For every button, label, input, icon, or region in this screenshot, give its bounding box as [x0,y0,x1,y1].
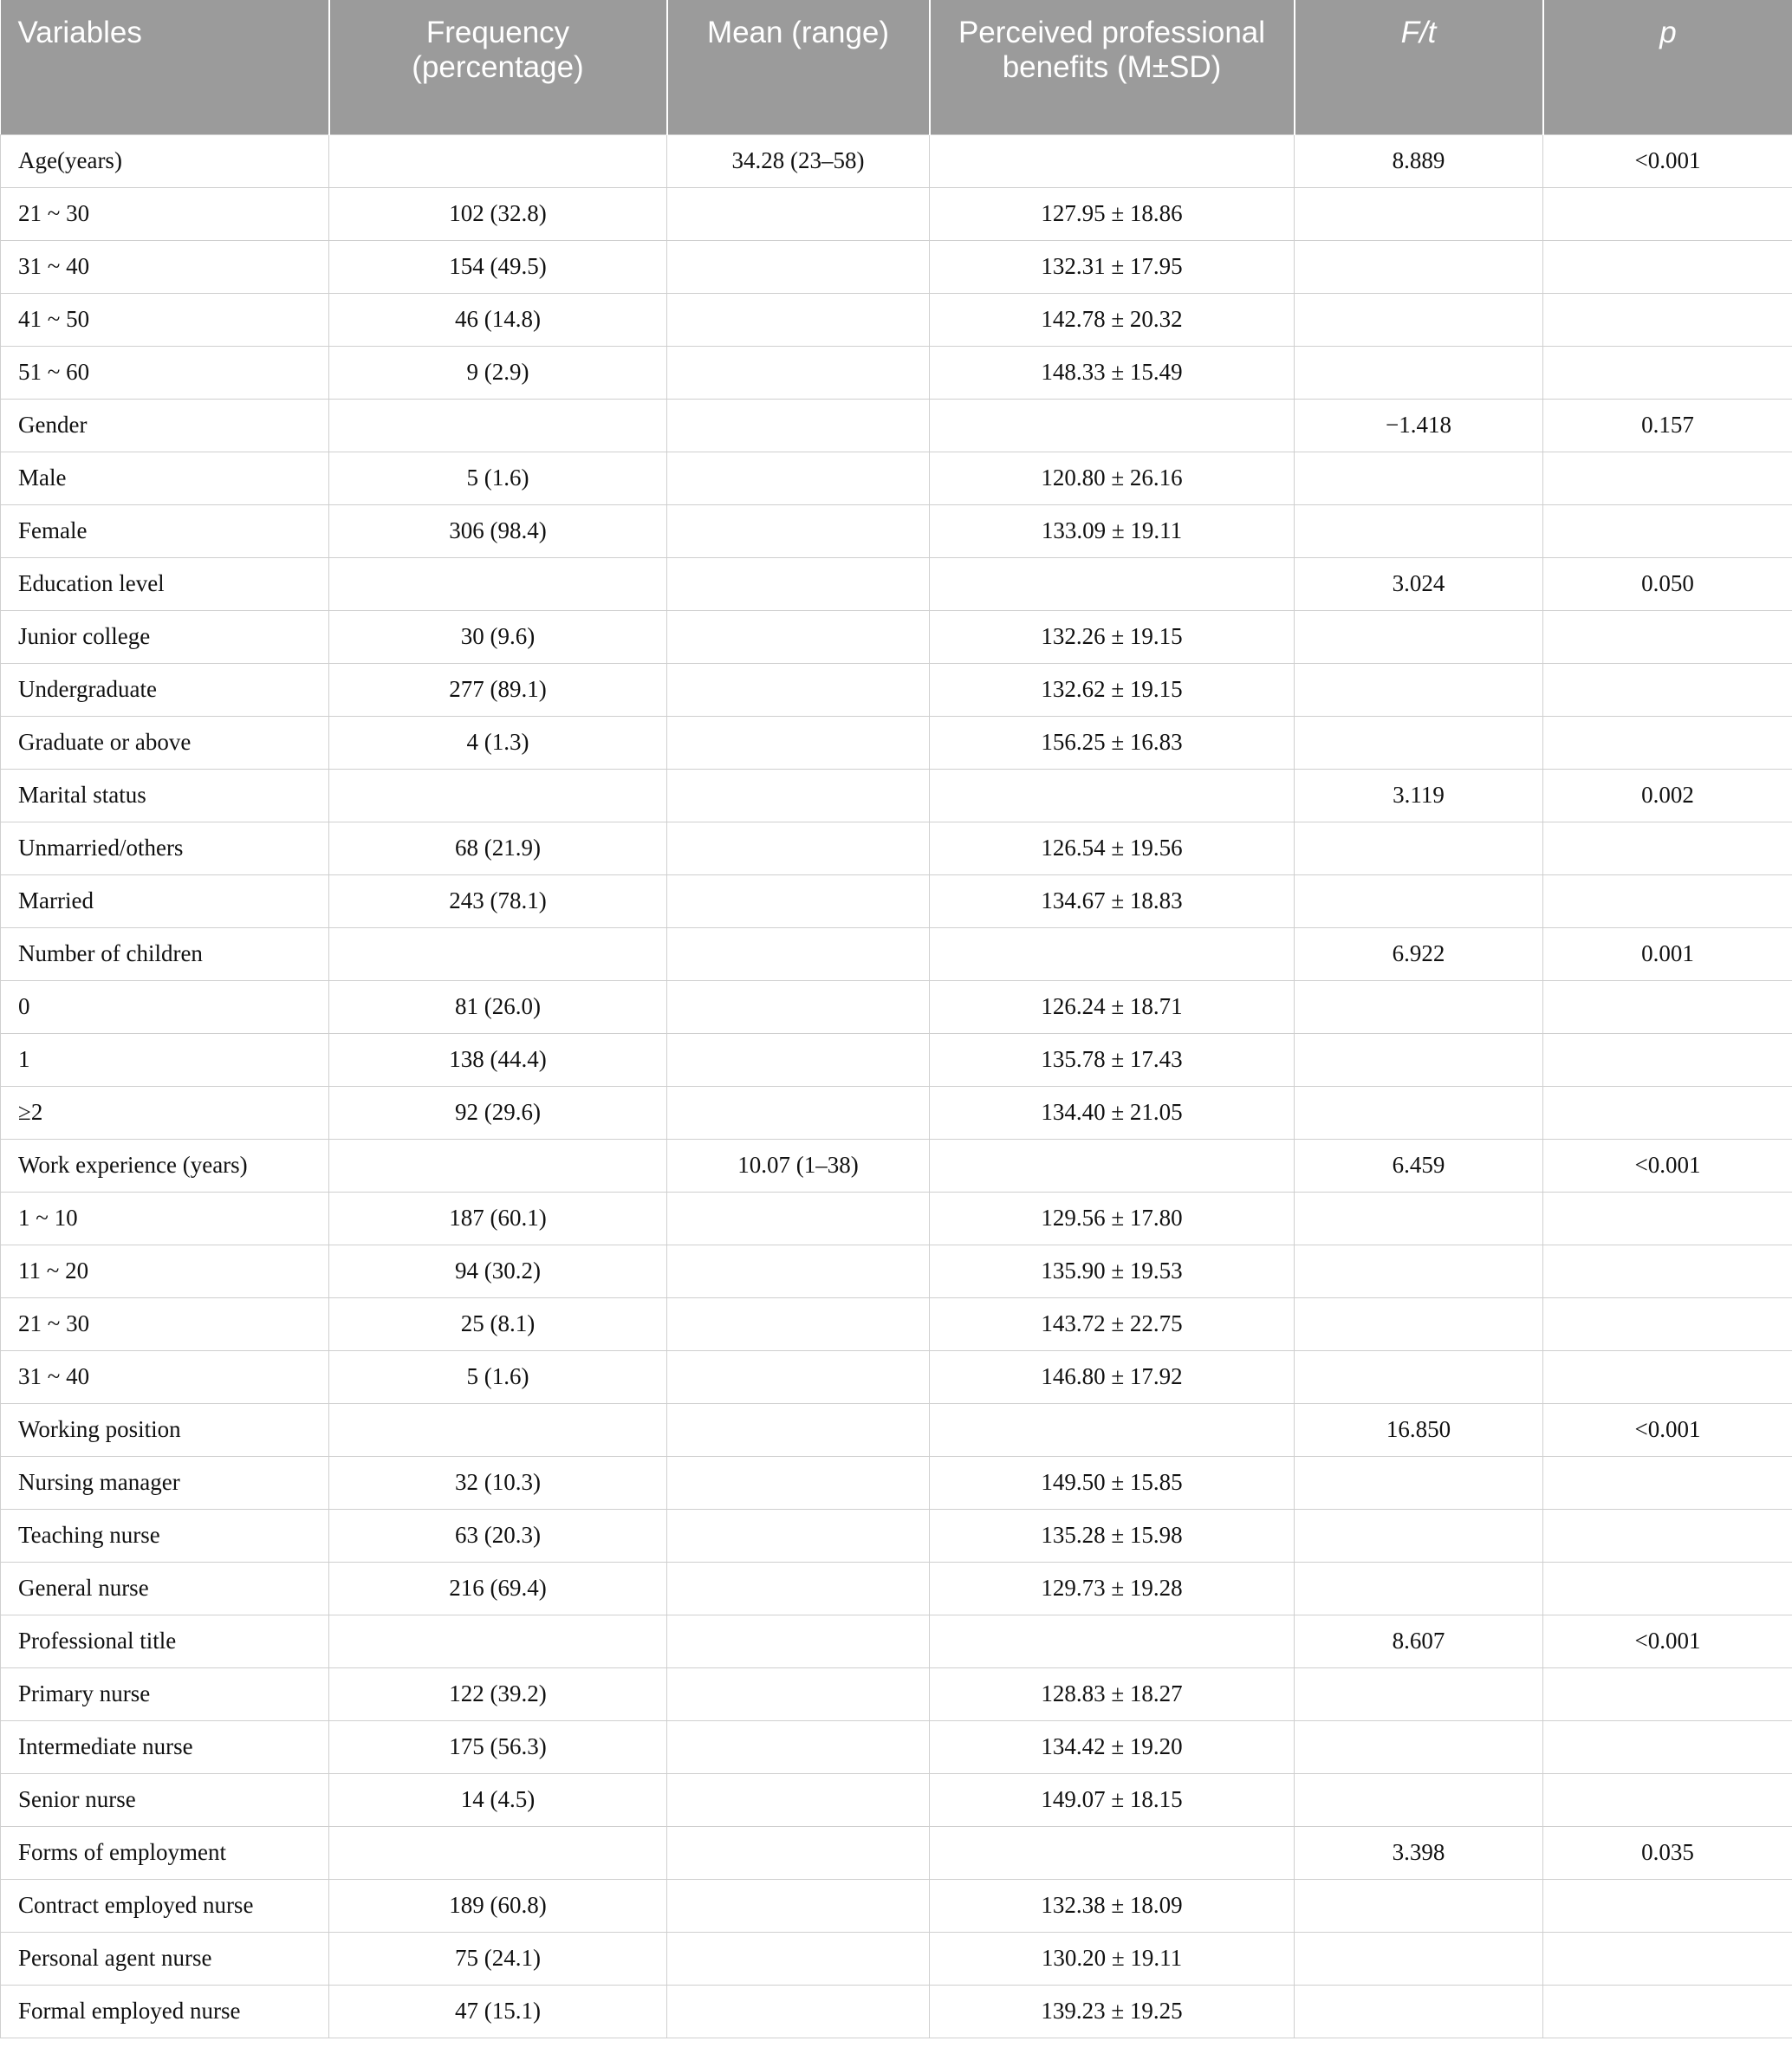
cell-mean: 34.28 (23–58) [667,134,930,187]
cell-p [1543,610,1792,663]
cell-p [1543,1033,1792,1086]
cell-mean [667,504,930,557]
cell-variable: Number of children [1,927,329,980]
cell-variable: Primary nurse [1,1667,329,1720]
cell-mean [667,1720,930,1773]
cell-p [1543,1456,1792,1509]
cell-benefits [930,927,1295,980]
cell-variable: 31 ~ 40 [1,240,329,293]
cell-mean [667,927,930,980]
cell-mean [667,1562,930,1615]
cell-mean [667,874,930,927]
cell-mean [667,610,930,663]
cell-p [1543,663,1792,716]
cell-frequency: 47 (15.1) [329,1985,667,2038]
cell-p: 0.001 [1543,927,1792,980]
cell-p: 0.035 [1543,1826,1792,1879]
cell-frequency: 154 (49.5) [329,240,667,293]
cell-mean [667,769,930,822]
cell-frequency: 216 (69.4) [329,1562,667,1615]
cell-p [1543,1773,1792,1826]
cell-mean [667,1297,930,1350]
table-row [1,452,1792,504]
cell-variable: Age(years) [1,134,329,187]
cell-p [1543,346,1792,399]
cell-ft [1295,980,1543,1033]
table-row [1,399,1792,452]
cell-frequency: 25 (8.1) [329,1297,667,1350]
cell-benefits: 134.67 ± 18.83 [930,874,1295,927]
cell-ft [1295,1350,1543,1403]
header-benefits: Perceived professional benefits (M±SD) [930,0,1295,134]
cell-frequency [329,134,667,187]
cell-benefits: 132.38 ± 18.09 [930,1879,1295,1932]
cell-frequency: 138 (44.4) [329,1033,667,1086]
cell-p [1543,1667,1792,1720]
cell-ft: 6.922 [1295,927,1543,980]
cell-ft [1295,1033,1543,1086]
cell-p [1543,1245,1792,1297]
cell-variable: 31 ~ 40 [1,1350,329,1403]
cell-p [1543,1297,1792,1350]
cell-frequency: 277 (89.1) [329,663,667,716]
cell-mean [667,557,930,610]
cell-ft [1295,1720,1543,1773]
cell-p [1543,1350,1792,1403]
cell-benefits: 156.25 ± 16.83 [930,716,1295,769]
cell-ft [1295,610,1543,663]
cell-mean [667,1667,930,1720]
cell-ft [1295,716,1543,769]
cell-p: <0.001 [1543,1403,1792,1456]
cell-benefits: 126.24 ± 18.71 [930,980,1295,1033]
cell-frequency: 14 (4.5) [329,1773,667,1826]
cell-mean [667,1826,930,1879]
table-row [1,1033,1792,1086]
cell-variable: 0 [1,980,329,1033]
cell-ft: 8.607 [1295,1615,1543,1667]
cell-benefits [930,1403,1295,1456]
table-row [1,1086,1792,1139]
cell-ft [1295,1932,1543,1985]
cell-benefits: 130.20 ± 19.11 [930,1932,1295,1985]
table-row [1,1509,1792,1562]
cell-p [1543,1192,1792,1245]
cell-ft [1295,1773,1543,1826]
cell-benefits: 139.23 ± 19.25 [930,1985,1295,2038]
cell-p [1543,187,1792,240]
cell-mean [667,1350,930,1403]
cell-ft [1295,346,1543,399]
table-row [1,1932,1792,1985]
cell-p [1543,716,1792,769]
cell-p: 0.050 [1543,557,1792,610]
header-variables: Variables [1,0,329,134]
cell-frequency: 46 (14.8) [329,293,667,346]
table-row [1,874,1792,927]
cell-ft [1295,822,1543,874]
cell-p [1543,1086,1792,1139]
cell-frequency: 68 (21.9) [329,822,667,874]
table-row [1,1403,1792,1456]
table-row [1,346,1792,399]
cell-benefits [930,134,1295,187]
table-row [1,293,1792,346]
cell-mean [667,716,930,769]
table-row [1,1245,1792,1297]
cell-ft [1295,452,1543,504]
cell-mean [667,822,930,874]
table-row [1,557,1792,610]
cell-benefits: 135.28 ± 15.98 [930,1509,1295,1562]
cell-frequency [329,557,667,610]
cell-variable: Senior nurse [1,1773,329,1826]
cell-variable: Married [1,874,329,927]
table-row [1,716,1792,769]
cell-frequency: 4 (1.3) [329,716,667,769]
cell-mean [667,980,930,1033]
cell-p: <0.001 [1543,1615,1792,1667]
cell-benefits [930,399,1295,452]
cell-mean [667,1245,930,1297]
cell-ft [1295,187,1543,240]
cell-mean [667,293,930,346]
cell-benefits: 128.83 ± 18.27 [930,1667,1295,1720]
cell-ft [1295,1456,1543,1509]
table-row [1,1773,1792,1826]
cell-benefits: 132.26 ± 19.15 [930,610,1295,663]
cell-variable: Forms of employment [1,1826,329,1879]
cell-variable: Graduate or above [1,716,329,769]
cell-frequency [329,1615,667,1667]
cell-frequency: 75 (24.1) [329,1932,667,1985]
cell-variable: Intermediate nurse [1,1720,329,1773]
table-row [1,610,1792,663]
cell-variable: Personal agent nurse [1,1932,329,1985]
table-row [1,1139,1792,1192]
cell-benefits: 135.90 ± 19.53 [930,1245,1295,1297]
table-row [1,769,1792,822]
cell-frequency: 243 (78.1) [329,874,667,927]
cell-ft [1295,874,1543,927]
cell-p: <0.001 [1543,134,1792,187]
cell-ft [1295,293,1543,346]
cell-p [1543,1562,1792,1615]
cell-variable: 21 ~ 30 [1,1297,329,1350]
cell-benefits: 134.42 ± 19.20 [930,1720,1295,1773]
table-row [1,187,1792,240]
cell-p [1543,452,1792,504]
cell-variable: 1 ~ 10 [1,1192,329,1245]
cell-benefits: 129.56 ± 17.80 [930,1192,1295,1245]
table-row [1,1562,1792,1615]
table-row [1,504,1792,557]
cell-benefits [930,769,1295,822]
cell-p [1543,293,1792,346]
cell-benefits: 132.62 ± 19.15 [930,663,1295,716]
cell-mean [667,1879,930,1932]
cell-frequency: 102 (32.8) [329,187,667,240]
cell-variable: Teaching nurse [1,1509,329,1562]
table-row [1,1985,1792,2038]
cell-frequency [329,1826,667,1879]
cell-ft: 3.024 [1295,557,1543,610]
cell-ft [1295,1509,1543,1562]
cell-frequency: 9 (2.9) [329,346,667,399]
cell-variable: Working position [1,1403,329,1456]
cell-frequency: 94 (30.2) [329,1245,667,1297]
cell-variable: Work experience (years) [1,1139,329,1192]
cell-p: <0.001 [1543,1139,1792,1192]
cell-frequency: 32 (10.3) [329,1456,667,1509]
cell-frequency [329,769,667,822]
header-p: p [1543,0,1792,134]
cell-mean [667,1456,930,1509]
cell-mean [667,663,930,716]
cell-ft: 8.889 [1295,134,1543,187]
header-frequency: Frequency (percentage) [329,0,667,134]
cell-p [1543,822,1792,874]
table-row [1,1192,1792,1245]
cell-ft [1295,1192,1543,1245]
cell-benefits [930,557,1295,610]
cell-ft [1295,1667,1543,1720]
cell-variable: Contract employed nurse [1,1879,329,1932]
cell-mean [667,1403,930,1456]
cell-p [1543,980,1792,1033]
header-ft: F/t [1295,0,1543,134]
cell-mean: 10.07 (1–38) [667,1139,930,1192]
cell-variable: Nursing manager [1,1456,329,1509]
cell-frequency: 306 (98.4) [329,504,667,557]
cell-p: 0.157 [1543,399,1792,452]
cell-benefits [930,1826,1295,1879]
cell-mean [667,1192,930,1245]
cell-p [1543,1932,1792,1985]
cell-benefits: 132.31 ± 17.95 [930,240,1295,293]
cell-benefits [930,1615,1295,1667]
cell-ft [1295,504,1543,557]
cell-mean [667,1985,930,2038]
cell-variable: 1 [1,1033,329,1086]
cell-ft: 3.119 [1295,769,1543,822]
cell-frequency: 5 (1.6) [329,1350,667,1403]
cell-p [1543,1879,1792,1932]
cell-ft [1295,1245,1543,1297]
cell-variable: ≥2 [1,1086,329,1139]
cell-benefits: 133.09 ± 19.11 [930,504,1295,557]
cell-p [1543,504,1792,557]
cell-p [1543,240,1792,293]
table-row [1,663,1792,716]
cell-benefits: 148.33 ± 15.49 [930,346,1295,399]
cell-frequency [329,399,667,452]
cell-variable: Undergraduate [1,663,329,716]
cell-variable: Professional title [1,1615,329,1667]
cell-benefits: 149.50 ± 15.85 [930,1456,1295,1509]
cell-variable: Unmarried/others [1,822,329,874]
cell-ft [1295,1562,1543,1615]
cell-variable: Junior college [1,610,329,663]
cell-variable: Female [1,504,329,557]
header-mean: Mean (range) [667,0,930,134]
table-row [1,1297,1792,1350]
cell-benefits: 129.73 ± 19.28 [930,1562,1295,1615]
cell-frequency: 5 (1.6) [329,452,667,504]
cell-frequency: 92 (29.6) [329,1086,667,1139]
cell-ft: 6.459 [1295,1139,1543,1192]
table-row [1,1720,1792,1773]
cell-p [1543,1985,1792,2038]
cell-frequency [329,1139,667,1192]
cell-p [1543,1509,1792,1562]
cell-frequency [329,1403,667,1456]
cell-mean [667,399,930,452]
cell-p [1543,1720,1792,1773]
cell-ft [1295,1086,1543,1139]
cell-benefits: 127.95 ± 18.86 [930,187,1295,240]
cell-ft [1295,1985,1543,2038]
cell-variable: 51 ~ 60 [1,346,329,399]
cell-mean [667,1932,930,1985]
cell-frequency: 81 (26.0) [329,980,667,1033]
header-row [1,0,1792,134]
cell-frequency [329,927,667,980]
cell-variable: General nurse [1,1562,329,1615]
cell-mean [667,452,930,504]
table-row [1,1350,1792,1403]
cell-ft: 3.398 [1295,1826,1543,1879]
cell-variable: Education level [1,557,329,610]
cell-frequency: 63 (20.3) [329,1509,667,1562]
cell-ft [1295,1879,1543,1932]
table-row [1,1826,1792,1879]
cell-mean [667,346,930,399]
cell-benefits: 146.80 ± 17.92 [930,1350,1295,1403]
cell-benefits: 135.78 ± 17.43 [930,1033,1295,1086]
table-row [1,240,1792,293]
cell-frequency: 175 (56.3) [329,1720,667,1773]
cell-variable: 21 ~ 30 [1,187,329,240]
cell-ft [1295,663,1543,716]
table-row [1,1879,1792,1932]
cell-benefits: 142.78 ± 20.32 [930,293,1295,346]
cell-mean [667,187,930,240]
cell-mean [667,1086,930,1139]
cell-mean [667,1615,930,1667]
table-row [1,980,1792,1033]
cell-mean [667,240,930,293]
cell-frequency: 189 (60.8) [329,1879,667,1932]
cell-ft: 16.850 [1295,1403,1543,1456]
cell-frequency: 30 (9.6) [329,610,667,663]
table-row [1,927,1792,980]
table-row [1,134,1792,187]
cell-ft [1295,240,1543,293]
cell-mean [667,1773,930,1826]
table-header [1,0,1792,134]
cell-frequency: 122 (39.2) [329,1667,667,1720]
cell-benefits [930,1139,1295,1192]
table-row [1,822,1792,874]
cell-benefits: 134.40 ± 21.05 [930,1086,1295,1139]
cell-benefits: 126.54 ± 19.56 [930,822,1295,874]
cell-p: 0.002 [1543,769,1792,822]
table-row [1,1615,1792,1667]
cell-ft [1295,1297,1543,1350]
table-row [1,1456,1792,1509]
cell-variable: Formal employed nurse [1,1985,329,2038]
cell-variable: Male [1,452,329,504]
cell-benefits: 149.07 ± 18.15 [930,1773,1295,1826]
cell-p [1543,874,1792,927]
cell-mean [667,1033,930,1086]
cell-variable: 11 ~ 20 [1,1245,329,1297]
table-row [1,1667,1792,1720]
table-body [1,134,1792,2038]
cell-benefits: 143.72 ± 22.75 [930,1297,1295,1350]
cell-variable: Gender [1,399,329,452]
cell-frequency: 187 (60.1) [329,1192,667,1245]
cell-benefits: 120.80 ± 26.16 [930,452,1295,504]
cell-ft: −1.418 [1295,399,1543,452]
cell-variable: Marital status [1,769,329,822]
cell-mean [667,1509,930,1562]
cell-variable: 41 ~ 50 [1,293,329,346]
